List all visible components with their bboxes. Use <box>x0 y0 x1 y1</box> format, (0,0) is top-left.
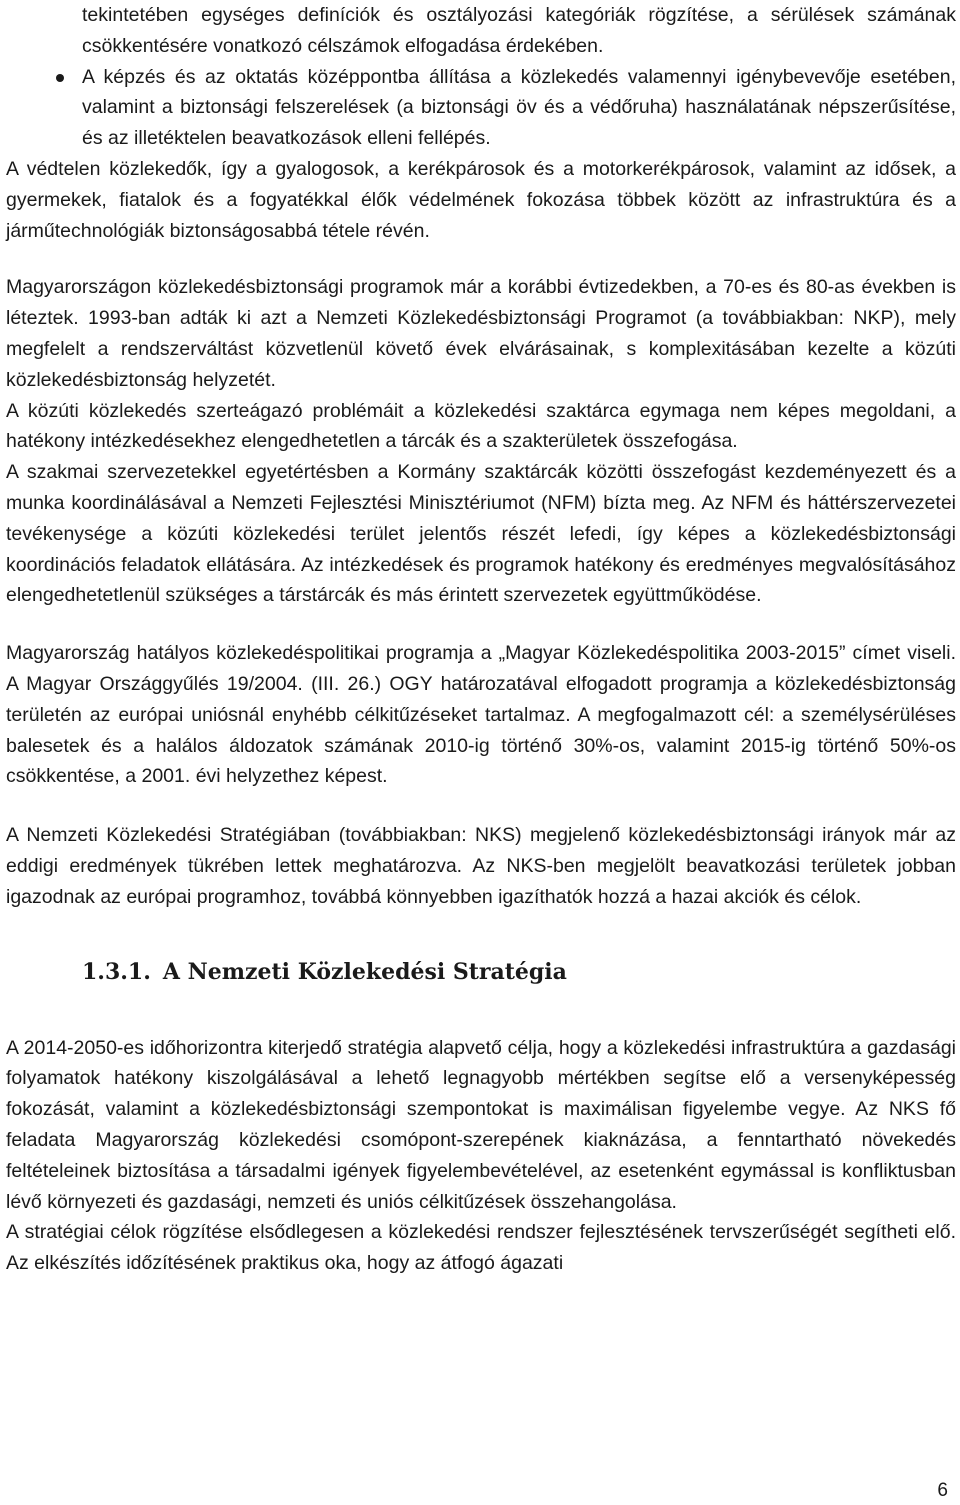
bullet-item <box>82 62 956 154</box>
bullet-text: tekintetében egységes definíciók és osztályozási kategóriák rögzítése, a sérülések számának csökkentésére vonatkozó célszámok elfogadása érdekében. <box>82 4 956 57</box>
document-page <box>6 0 956 1279</box>
section-title: A Nemzeti Közlekedési Stratégia <box>162 958 567 985</box>
paragraph-nfm: A szakmai szervezetekkel egyetértésben a Kormány szaktárcák közötti összefogást kezdeményezett és a munka koordinálásával a Nemzeti Fejlesztési Minisztériumot (NFM) bízta meg. Az NFM és háttérszervezetei tevékenysége a közúti közlekedési terület jelentős részét lefedi, így képes a közlekedésbiztonsági koordinációs feladatok ellátására. Az intézkedések és programok hatékony és eredményes megvalósításához elengedhetetlenül szükséges a társtárcák és más érintett szervezetek együttműködése. <box>6 461 956 607</box>
paragraph-nkp-history: Magyarországon közlekedésbiztonsági programok már a korábbi évtizedekben, a 70-es és 80-as években is léteztek. 1993-ban adták ki azt a Nemzeti Közlekedésbiztonsági Programot (a továbbiakban: NKP), mely megfelelt a rendszerváltást közvetlenül követő évek elvárásainak, s komplexitásában kezelte a közúti közlekedésbiztonság helyzetét. <box>6 276 956 391</box>
section-heading <box>82 957 956 987</box>
bullet-list <box>6 0 956 154</box>
paragraph-strategy-goal: A 2014-2050-es időhorizontra kiterjedő stratégia alapvető célja, hogy a közlekedési infrastruktúra a gazdasági folyamatok hatékony kiszolgálásával a lehető legnagyobb mértékben segítse elő a versenyképesség fokozását, valamint a közlekedésbiztonsági szempontokat is maximálisan figyelembe vegye. Az NKS fő feladata Magyarország közlekedési csomópont-szerepének kiaknázása, a fenntartható növekedés feltételeinek biztosítása a társadalmi igények figyelembevételével, az esetenként egymással is konfliktusban lévő környezeti és gazdasági, nemzeti és uniós célkitűzések összehangolása. <box>6 1036 956 1213</box>
page-number: 6 <box>937 1480 948 1501</box>
paragraph-transport-policy: Magyarország hatályos közlekedéspolitikai programja a „Magyar Közlekedéspolitika 2003-2015” címet viseli. A Magyar Országgyűlés 19/2004. (III. 26.) OGY határozatával elfogadott programja a közlekedésbiztonság területén az európai uniósnál enyhébb célkitűzéseket tartalmaz. A megfogalmazott cél: a személysérüléses balesetek és a halálos áldozatok számának 2010-ig történő 30%-os, valamint 2015-ig történő 50%-os csökkentése, a 2001. évi helyzethez képest. <box>6 642 956 788</box>
paragraph-nks-intro: A Nemzeti Közlekedési Stratégiában (továbbiakban: NKS) megjelenő közlekedésbiztonsági irányok már az eddigi eredmények tükrében lettek meghatározva. Az NKS-ben megjelölt beavatkozási területek jobban igazodnak az európai programhoz, továbbá könnyebben igazíthatók hozzá a hazai akciók és célok. <box>6 824 956 908</box>
bullet-dot-icon <box>56 74 64 82</box>
paragraph-strategy-timing: A stratégiai célok rögzítése elsődlegesen a közlekedési rendszer fejlesztésének tervszerűségét segítheti elő. Az elkészítés időzítésének praktikus oka, hogy az átfogó ágazati <box>6 1221 956 1275</box>
section-number: 1.3.1. <box>82 958 151 985</box>
bullet-text: A képzés és az oktatás középpontba állítása a közlekedés valamennyi igénybevevője esetében, valamint a biztonsági felszerelések (a biztonsági öv és a védőruha) használatának népszerűsítése, és az illetéktelen beavatkozások elleni fellépés. <box>82 65 956 150</box>
paragraph-vulnerable-road-users: A védtelen közlekedők, így a gyalogosok, a kerékpárosok és a motorkerékpárosok, valamint az idősek, a gyermekek, fiatalok és a fogyatékkal élők védelmének fokozása többek között az infrastruktúra és a járműtechnológiák biztonságosabbá tétele révén. <box>6 157 956 242</box>
bullet-item-continued <box>82 0 956 62</box>
paragraph-cooperation: A közúti közlekedés szerteágazó problémáit a közlekedési szaktárca egymaga nem képes megoldani, a hatékony intézkedésekhez elengedhetetlen a tárcák és a szakterületek összefogása. <box>6 399 956 453</box>
